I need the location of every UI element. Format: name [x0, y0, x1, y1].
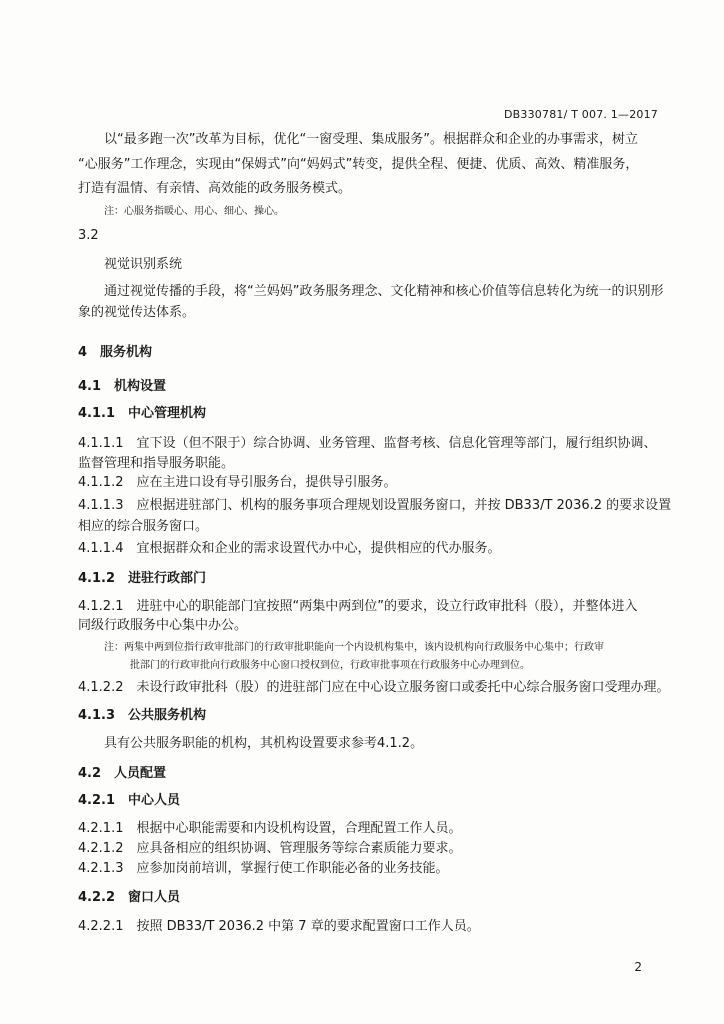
clause-line: 监督管理和指导服务职能。	[78, 456, 235, 471]
paragraph-line: 具有公共服务职能的机构，其机构设置要求参考4.1.2。	[104, 736, 424, 751]
chapter-heading: 4 服务机构	[78, 345, 153, 360]
section-heading: 4.1 机构设置	[78, 379, 167, 394]
clause-line: 4.2.1.3 应参加岗前培训，掌握行使工作职能必备的业务技能。	[78, 861, 449, 876]
document-code: DB330781/ T 007. 1—2017	[503, 108, 658, 121]
term-heading: 视觉识别系统	[104, 257, 183, 272]
clause-line: 4.2.1.2 应具备相应的组织协调、管理服务等综合素质能力要求。	[78, 841, 462, 856]
clause-line: 4.2.2.1 按照 DB33/T 2036.2 中第 7 章的要求配置窗口工作人员。	[78, 919, 480, 934]
section-heading: 4.2 人员配置	[78, 766, 167, 781]
paragraph-line: 象的视觉传达体系。	[78, 305, 196, 320]
subsection-heading: 4.1.1 中心管理机构	[78, 406, 207, 421]
clause-line: 4.1.2.1 进驻中心的职能部门宜按照“两集中两到位”的要求，设立行政审批科（股），并整体进入	[78, 599, 638, 614]
clause-line: 相应的综合服务窗口。	[78, 519, 209, 534]
paragraph-line: 以“最多跑一次”改革为目标，优化“一窗受理、集成服务”。根据群众和企业的办事需求，树立	[104, 132, 638, 147]
clause-line: 4.1.1.1 宜下设（但不限于）综合协调、业务管理、监督考核、信息化管理等部门，履行组织协调、	[78, 436, 657, 451]
subsection-heading: 4.1.2 进驻行政部门	[78, 571, 207, 586]
clause-line: 4.1.1.3 应根据进驻部门、机构的服务事项合理规划设置服务窗口，并按 DB33/T 2036.2 的要求设置	[78, 498, 672, 513]
clause-line: 同级行政服务中心集中办公。	[78, 618, 248, 633]
clause-line: 4.1.2.2 未设行政审批科（股）的进驻部门应在中心设立服务窗口或委托中心综合服务窗口受理办理。	[78, 680, 670, 695]
note-line: 注：两集中两到位指行政审批部门的行政审批职能向一个内设机构集中，该内设机构向行政服务中心集中；行政审	[104, 642, 604, 653]
page-number: 2	[634, 960, 642, 974]
section-number: 3.2	[78, 228, 99, 243]
subsection-heading: 4.2.2 窗口人员	[78, 890, 181, 905]
clause-line: 4.1.1.2 应在主进口设有导引服务台，提供导引服务。	[78, 475, 397, 490]
note-line: 注：心服务指暖心、用心、细心、操心。	[104, 206, 284, 217]
paragraph-line: 通过视觉传播的手段，将“兰妈妈”政务服务理念、文化精神和核心价值等信息转化为统一的识别形	[104, 284, 664, 299]
paragraph-line: “心服务”工作理念，实现由“保姆式”向“妈妈式”转变，提供全程、便捷、优质、高效、精准服务，	[78, 157, 639, 172]
subsection-heading: 4.2.1 中心人员	[78, 793, 181, 808]
clause-line: 4.2.1.1 根据中心职能需要和内设机构设置，合理配置工作人员。	[78, 821, 462, 836]
paragraph-line: 打造有温情、有亲情、高效能的政务服务模式。	[78, 181, 352, 196]
clause-line: 4.1.1.4 宜根据群众和企业的需求设置代办中心，提供相应的代办服务。	[78, 541, 501, 556]
note-line: 批部门的行政审批向行政服务中心窗口授权到位，行政审批事项在行政服务中心办理到位。	[130, 660, 530, 671]
subsection-heading: 4.1.3 公共服务机构	[78, 708, 207, 723]
